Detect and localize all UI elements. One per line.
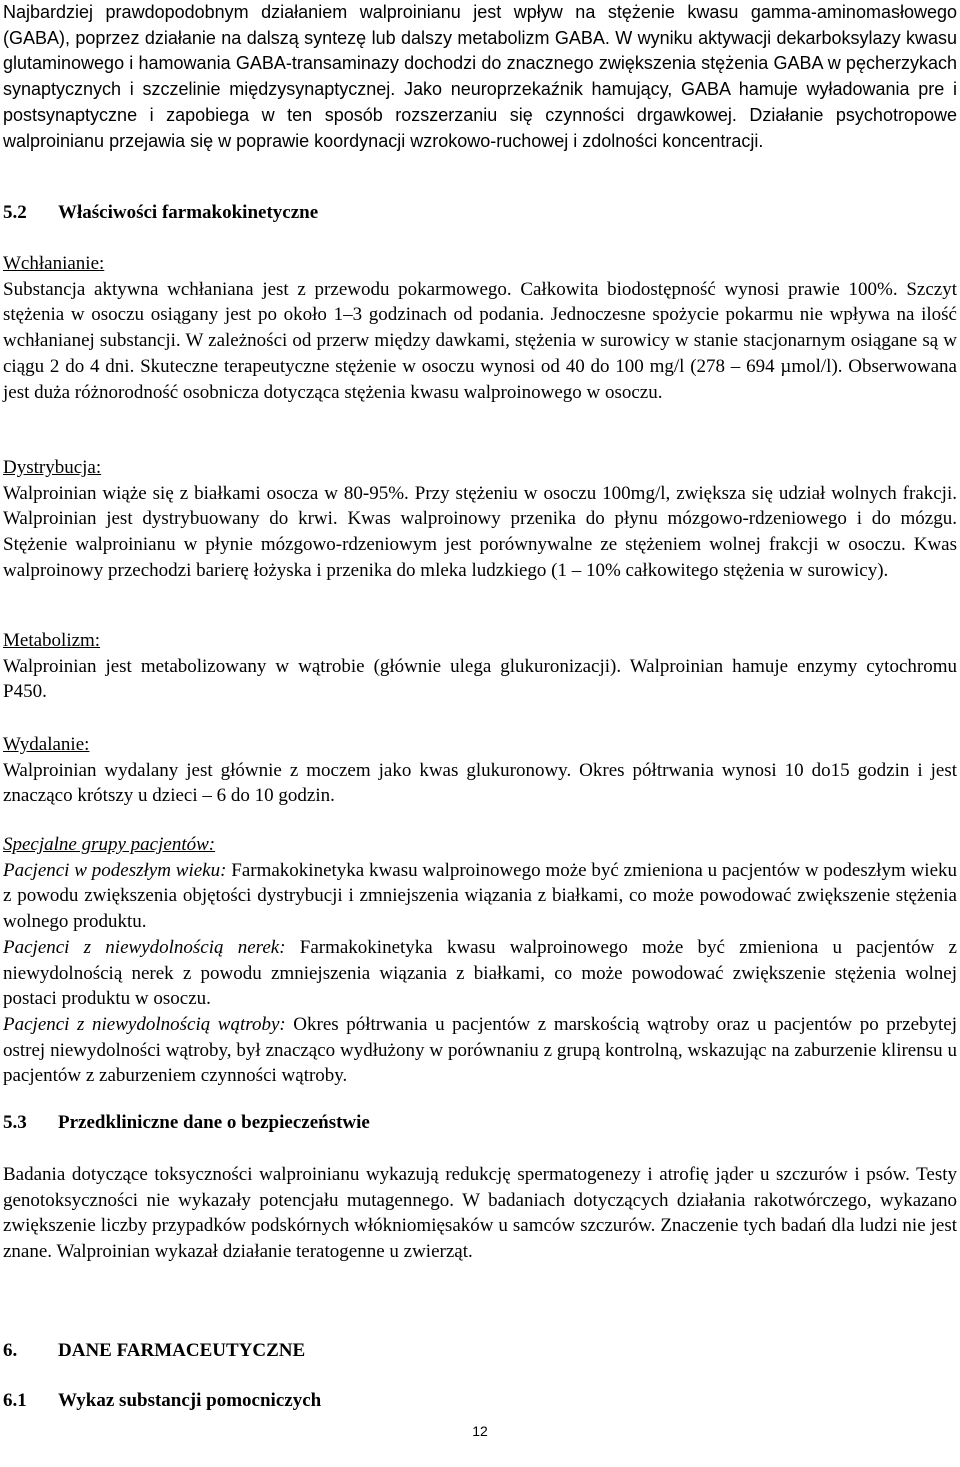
elderly-text: Farmakokinetyka kwasu walproinowego może być zmieniona u pacjentów w podeszłym wieku z powodu zwiększenia objętości dystrybucji i zmniejszenia wiązania z białkami, co może powodować zwiększenie stężenia wolnego produktu. bbox=[3, 859, 957, 933]
special-groups-heading: Specjalne grupy pacjentów: bbox=[3, 834, 216, 855]
section-title: Wykaz substancji pomocniczych bbox=[58, 1390, 322, 1411]
distribution-text: Walproinian wiąże się z białkami osocza w 80-95%. Przy stężeniu w osoczu 100mg/l, zwiększa się udział wolnych frakcji. Walproinian jest dystrybuowany do krwi. Kwas walproinowy przenika do płynu mózgowo-rdzeniowego i do mózgu. Stężenie walproinianu w płynie mózgowo-rdzeniowym jest porównywalne ze stężeniem wolnej frakcji w osoczu. Kwas walproinowy przechodzi barierę łożyska i przenika do mleka ludzkiego (1 – 10% całkowitego stężenia w surowicy). bbox=[3, 482, 957, 581]
section-5-3-heading bbox=[3, 1110, 957, 1136]
hepatic-text: Okres półtrwania u pacjentów z marskością wątroby oraz u pacjentów po przebytej ostrej niewydolności wątroby, był znacząco wydłużony w porównaniu z grupą kontrolną, wskazując na zaburzenie klirensu u pacjentów z zaburzeniem czynności wątroby. bbox=[3, 1013, 957, 1087]
elimination-heading: Wydalanie: bbox=[3, 734, 90, 755]
section-5-2-heading bbox=[3, 200, 957, 226]
section-6-heading bbox=[3, 1338, 957, 1364]
section-title: DANE FARMACEUTYCZNE bbox=[58, 1340, 306, 1361]
elimination-text: Walproinian wydalany jest głównie z moczem jako kwas glukuronowy. Okres półtrwania wynosi 10 do15 godzin i jest znacząco krótszy u dzieci – 6 do 10 godzin. bbox=[3, 759, 957, 807]
metabolism-heading: Metabolizm: bbox=[3, 630, 101, 651]
absorption-block bbox=[3, 251, 957, 405]
metabolism-block bbox=[3, 628, 957, 705]
section-title: Przedkliniczne dane o bezpieczeństwie bbox=[58, 1112, 370, 1133]
section-6-1-heading bbox=[3, 1388, 957, 1414]
hepatic-label: Pacjenci z niewydolnością wątroby: bbox=[3, 1013, 286, 1035]
renal-paragraph bbox=[3, 935, 957, 1012]
metabolism-text: Walproinian jest metabolizowany w wątrobie (głównie ulega glukuronizacji). Walproinian hamuje enzymy cytochromu P450. bbox=[3, 655, 957, 703]
section-title: Właściwości farmakokinetyczne bbox=[58, 202, 319, 223]
elderly-paragraph bbox=[3, 858, 957, 935]
mechanism-paragraph-block bbox=[3, 0, 957, 154]
mechanism-paragraph: Najbardziej prawdopodobnym działaniem walproinianu jest wpływ na stężenie kwasu gamma-aminomasłowego (GABA), poprzez działanie na dalszą syntezę lub dalszy metabolizm GABA. W wyniku aktywacji dekarboksylazy kwasu glutaminowego i hamowania GABA-transaminazy dochodzi do znacznego zwiększenia stężenia GABA w pęcherzykach synaptycznych i szczelinie międzysynaptycznej. Jako neuroprzekaźnik hamujący, GABA hamuje wyładowania pre i postsynaptyczne i zapobiega w ten sposób rozszerzaniu się czynności drgawkowej. Działanie psychotropowe walproinianu przejawia się w poprawie koordynacji wzrokowo-ruchowej i zdolności koncentracji. bbox=[3, 2, 957, 151]
distribution-block bbox=[3, 455, 957, 584]
page-number: 12 bbox=[472, 1423, 488, 1439]
renal-label: Pacjenci z niewydolnością nerek: bbox=[3, 936, 286, 958]
absorption-text: Substancja aktywna wchłaniana jest z przewodu pokarmowego. Całkowita biodostępność wynosi prawie 100%. Szczyt stężenia w osoczu osiągany jest po około 1–3 godzinach od podania. Jednoczesne spożycie pokarmu nie wpływa na ilość wchłanianej substancji. W zależności od przerw między dawkami, stężenia w surowicy w stanie stacjonarnym osiągane są w ciągu 2 do 4 dni. Skuteczne terapeutyczne stężenie w osoczu wynosi od 40 do 100 mg/l (278 – 694 µmol/l). Obserwowana jest duża różnorodność osobnicza dotycząca stężenia kwasu walproinowego w osoczu. bbox=[3, 278, 957, 403]
preclinical-block bbox=[3, 1162, 957, 1265]
elderly-label: Pacjenci w podeszłym wieku: bbox=[3, 859, 227, 881]
distribution-heading: Dystrybucja: bbox=[3, 457, 102, 478]
section-number: 5.3 bbox=[3, 1112, 27, 1133]
absorption-heading: Wchłanianie: bbox=[3, 253, 105, 274]
elimination-block bbox=[3, 732, 957, 809]
section-number: 5.2 bbox=[3, 202, 27, 223]
hepatic-paragraph bbox=[3, 1012, 957, 1089]
preclinical-text: Badania dotyczące toksyczności walproinianu wykazują redukcję spermatogenezy i atrofię jąder u szczurów i psów. Testy genotoksyczności nie wykazały potencjału mutagennego. W badaniach dotyczących działania rakotwórczego, wykazano zwiększenie liczby przypadków podskórnych włókniomięsaków u samców szczurów. Znaczenie tych badań dla ludzi nie jest znane. Walproinian wykazał działanie teratogenne u zwierząt. bbox=[3, 1164, 957, 1263]
section-number: 6.1 bbox=[3, 1390, 27, 1411]
section-number: 6. bbox=[3, 1340, 18, 1361]
renal-text: Farmakokinetyka kwasu walproinowego może być zmieniona u pacjentów z niewydolnością nerek z powodu zmniejszenia wiązania z białkami, co może powodować zwiększenie stężenia wolnej postaci produktu w osoczu. bbox=[3, 936, 957, 1010]
special-groups-block bbox=[3, 832, 957, 1089]
